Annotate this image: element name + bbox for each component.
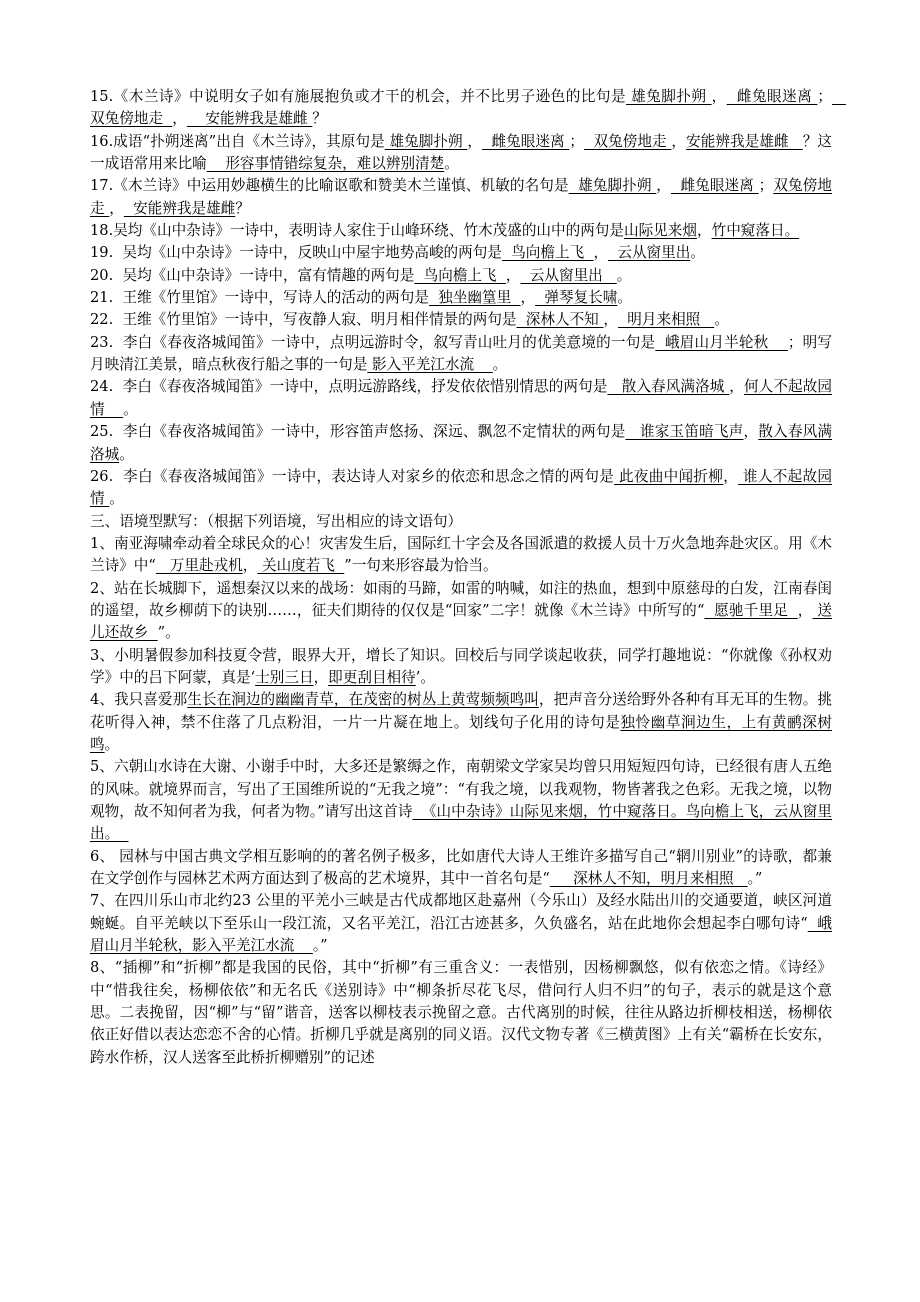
- question-text: 16.成语“扑朔迷离”出自《木兰诗》，其原句是: [90, 132, 385, 150]
- answer: 明月来相照: [618, 311, 715, 329]
- question-text: 。: [444, 155, 459, 173]
- question-text: ，: [242, 557, 258, 575]
- answer: 安能辨我是雄雌: [686, 132, 803, 150]
- answer: 雄兔脚扑朔: [568, 177, 657, 195]
- question-text: ，: [603, 311, 619, 329]
- answer: 雌兔眼迷离: [726, 88, 818, 105]
- question-paragraph: [90, 846, 832, 891]
- question-text: ？: [235, 199, 250, 217]
- answer: 此夜曲中闻折柳: [614, 467, 724, 485]
- question-text: ；: [758, 177, 774, 195]
- question-text: 5、六朝山水诗在大谢、小谢手中时，大多还是繁缛之作，南朝梁文学家吴均曾只用短短四句诗，已经很有唐人五绝的风味。就境界而言，写出了王国维所说的“无我之境”：“有我之境，以我观物，物皆著我之色彩。无我之境，以物观物，故不知何者为我，何者为物。”请写出这首诗: [90, 758, 832, 820]
- answer: 万里赴戎机: [155, 557, 243, 575]
- question-text: 2、站在长城脚下，遥想秦汉以来的战场：如雨的马蹄，如雷的呐喊，如注的热血，想到中原慈母的白发，江南春闺的遥望，故乡柳荫下的诀别……，征夫们期待的仅仅是“回家”二字！就像《木兰诗》中所写的“: [90, 579, 832, 619]
- answer: 深林人不知，明月来相照: [549, 870, 748, 888]
- answer: 雌兔眼迷离: [482, 132, 570, 150]
- answer: 形容事情错综复杂，难以辨别清楚: [206, 155, 445, 173]
- question-paragraph: [90, 242, 832, 264]
- question-text: ，: [313, 668, 329, 686]
- question-text: ，: [729, 378, 744, 396]
- question-text: 26. 李白《春夜洛城闻笛》一诗中，表达诗人对家乡的依恋和思念之情的两句是: [90, 467, 615, 485]
- question-text: ，: [723, 467, 739, 485]
- question-text: 。”: [312, 937, 328, 955]
- question-text: 22. 王维《竹里馆》一诗中，写夜静人寂、明月相伴情景的两句是: [90, 311, 517, 329]
- question-text: 7、在四川乐山市北约23 公里的平羌小三峡是古代成都地区赴嘉州（今乐山）及经水陆出川的交通要道，峡区河道蜿蜒。自平羌峡以下至乐山一段江流，又名平羌江，沿江古迹甚多，久负盛名，站在此地你会想起李白哪句诗“: [90, 892, 832, 932]
- question-text: 。: [123, 400, 138, 418]
- answer: 送儿还故乡: [90, 601, 832, 642]
- answer: 双兔傍地走: [90, 88, 846, 128]
- question-paragraph: [90, 578, 832, 645]
- document-body: [90, 86, 846, 1069]
- question-text: ，: [172, 110, 187, 128]
- question-text: ，: [797, 601, 813, 619]
- question-text: 。: [714, 311, 729, 329]
- answer: 谁人不起故园情: [90, 467, 832, 508]
- question-paragraph: [90, 265, 832, 287]
- answer: 云从窗里出: [608, 244, 691, 262]
- answer: 深林人不知: [516, 311, 604, 329]
- answer: 云从窗里出: [520, 266, 617, 284]
- question-text: ？这一成语常用来比喻: [90, 132, 832, 173]
- question-text: ，把声音分送给野外各种有耳无耳的生物。挑花听得入神，禁不住落了几点粉泪，一片一片凝在地上。划线句子化用的诗句是: [90, 691, 832, 731]
- question-text: 19. 吴均《山中杂诗》一诗中，反映山中屋宇地势高峻的两句是: [90, 244, 502, 262]
- answer: 安能辨我是雄雌: [123, 199, 236, 217]
- question-text: 。: [616, 266, 632, 284]
- question-text: ，: [593, 244, 609, 262]
- answer: 关山度若飞: [257, 557, 345, 575]
- answer: 愿驰千里足: [704, 601, 798, 619]
- question-paragraph: [90, 756, 832, 845]
- question-paragraph: [90, 220, 832, 242]
- question-text: 15.《木兰诗》中说明女子如有施展抱负或才干的机会，并不比男子逊色的比句是: [90, 88, 627, 105]
- answer: 竹中窥落日。: [711, 222, 800, 240]
- question-paragraph: [90, 309, 832, 331]
- section-heading: [90, 511, 832, 533]
- question-paragraph: [90, 421, 832, 466]
- question-text: 8、“插柳”和“折柳”都是我国的民俗，其中“折柳”有三重含义：一表惜别，因杨柳飘悠，似有依恋之情。《诗经》中“惜我往矣，杨柳依依”和无名氏《送别诗》中“柳条折尽花飞尽，借问行人归不归”的句子，表示的就是这个意思。二表挽留，因“柳”与“留”谐音，送客以柳枝表示挽留之意。古代离别的时候，往往从路边折柳枝相送，杨柳依依正好借以表达恋恋不舍的心情。折柳几乎就是离别的同义语。汉代文物专著《三横黄图》上有关“霸桥在长安东，跨水作桥，汉人送客至此桥折柳赠别”的记述: [90, 959, 832, 1066]
- question-text: 。: [109, 490, 124, 508]
- question-text: ；: [569, 132, 585, 150]
- question-paragraph: [90, 131, 832, 176]
- question-paragraph: [90, 175, 832, 220]
- question-text: ，: [711, 88, 727, 105]
- question-text: ，: [671, 132, 687, 150]
- answer: 雄兔脚扑朔: [626, 88, 712, 105]
- question-text: ；: [817, 88, 832, 105]
- answer: 士别三日: [255, 668, 314, 686]
- question-text: ，: [520, 289, 536, 307]
- question-text: 。: [617, 289, 632, 307]
- answer: 散入春风满洛城: [90, 423, 832, 463]
- question-paragraph: [90, 332, 832, 377]
- answer: 双兔傍地走: [584, 132, 672, 150]
- question-text: 17.《木兰诗》中运用妙趣横生的比喻讴歌和赞美木兰谨慎、机敏的名句是: [90, 177, 569, 195]
- answer: 山际见来烟: [624, 222, 697, 240]
- question-text: 。: [492, 356, 508, 374]
- question-text: 。: [119, 445, 134, 463]
- answer: 独坐幽篁里: [428, 289, 521, 307]
- question-text: 1、南亚海啸牵动着全球民众的心！灾害发生后，国际红十字会及各国派遣的救援人员十万火急地奔赴灾区。用《木兰诗》中“: [90, 534, 832, 575]
- question-text: 。: [690, 244, 705, 262]
- question-text: ，: [109, 199, 124, 217]
- question-paragraph: [90, 645, 832, 690]
- answer: 鸟向檐上飞: [414, 266, 506, 284]
- question-text: ，: [656, 177, 671, 195]
- answer: 鸟向檐上飞: [501, 244, 594, 262]
- question-text: ，: [743, 423, 759, 441]
- answer: 即更刮目相待: [328, 668, 416, 686]
- question-text: 。: [104, 735, 120, 753]
- answer: 散入春风满洛城: [607, 378, 730, 396]
- question-text: ？: [312, 110, 327, 128]
- answer: 雄兔脚扑朔: [384, 132, 468, 150]
- answer: 雌兔眼迷离: [670, 177, 759, 195]
- answer: 弹琴复长啸: [535, 289, 618, 307]
- question-text: 20. 吴均《山中杂诗》一诗中，富有情趣的两句是: [90, 266, 415, 284]
- answer: 生长在涧边的幽幽青草，在茂密的树丛上黄莺频频鸣叫: [187, 691, 539, 709]
- question-text: ，: [505, 266, 521, 284]
- answer: 独怜幽草涧边生，上有黄鹂深树鸣: [90, 713, 832, 753]
- question-paragraph: [90, 533, 832, 578]
- answer: 影入平羌江水流: [367, 356, 493, 374]
- question-text: 23. 李白《春夜洛城闻笛》一诗中，点明远游时令，叙写青山吐月的优美意境的一句是: [90, 333, 656, 351]
- answer: 峨眉山月半轮秋，影入平羌江水流: [90, 914, 832, 955]
- question-paragraph: [90, 890, 832, 957]
- question-text: ’。: [415, 668, 435, 686]
- question-paragraph: [90, 466, 832, 511]
- question-text: ”。: [157, 624, 180, 642]
- question-text: 6、 园林与中国古典文学相互影响的的著名例子极多，比如唐代大诗人王维许多描写自己“辋川别业”的诗歌，都兼在文学创作与园林艺术两方面达到了极高的艺术境界，其中一首名句是“: [90, 847, 832, 888]
- question-text: ，: [467, 132, 483, 150]
- question-text: ”一句来形容最为恰当。: [344, 557, 498, 575]
- answer: 谁家玉笛暗飞声: [625, 423, 744, 441]
- question-paragraph: [90, 86, 846, 131]
- answer: 何人不起故园情: [90, 378, 832, 418]
- question-text: 25. 李白《春夜洛城闻笛》一诗中，形容笛声悠扬、深远、飘忽不定情状的两句是: [90, 423, 626, 441]
- question-paragraph: [90, 287, 832, 309]
- question-text: 18.吴均《山中杂诗》一诗中，表明诗人家住于山峰环绕、竹木茂盛的山中的两句是: [90, 222, 624, 240]
- question-paragraph: [90, 957, 832, 1069]
- answer: 安能辨我是雄雌: [186, 110, 313, 128]
- question-text: 21. 王维《竹里馆》一诗中，写诗人的活动的两句是: [90, 289, 429, 307]
- question-paragraph: [90, 689, 832, 756]
- question-text: 4、我只喜爱那: [90, 691, 188, 709]
- question-text: ；明写月映清江美景，暗点秋夜行船之事的一句是: [90, 333, 832, 374]
- answer: 《山中杂诗》山际见来烟，竹中窥落日。鸟向檐上飞，云从窗里出。: [90, 803, 833, 843]
- question-text: ，: [696, 222, 712, 240]
- question-text: 3、小明暑假参加科技夏令营，眼界大开，增长了知识。回校后与同学谈起收获，同学打趣地说：“你就像《孙权劝学》中的吕下阿蒙，真是‘: [90, 646, 832, 686]
- answer: 双兔傍地走: [90, 177, 832, 217]
- question-text: 。”: [747, 870, 763, 888]
- answer: 峨眉山月半轮秋: [655, 333, 788, 351]
- question-text: 24. 李白《春夜洛城闻笛》一诗中，点明远游路线，抒发依依惜别情思的两句是: [90, 378, 608, 396]
- question-text: 三、语境型默写：（根据下列语境，写出相应的诗文语句）: [90, 512, 463, 530]
- question-paragraph: [90, 376, 832, 421]
